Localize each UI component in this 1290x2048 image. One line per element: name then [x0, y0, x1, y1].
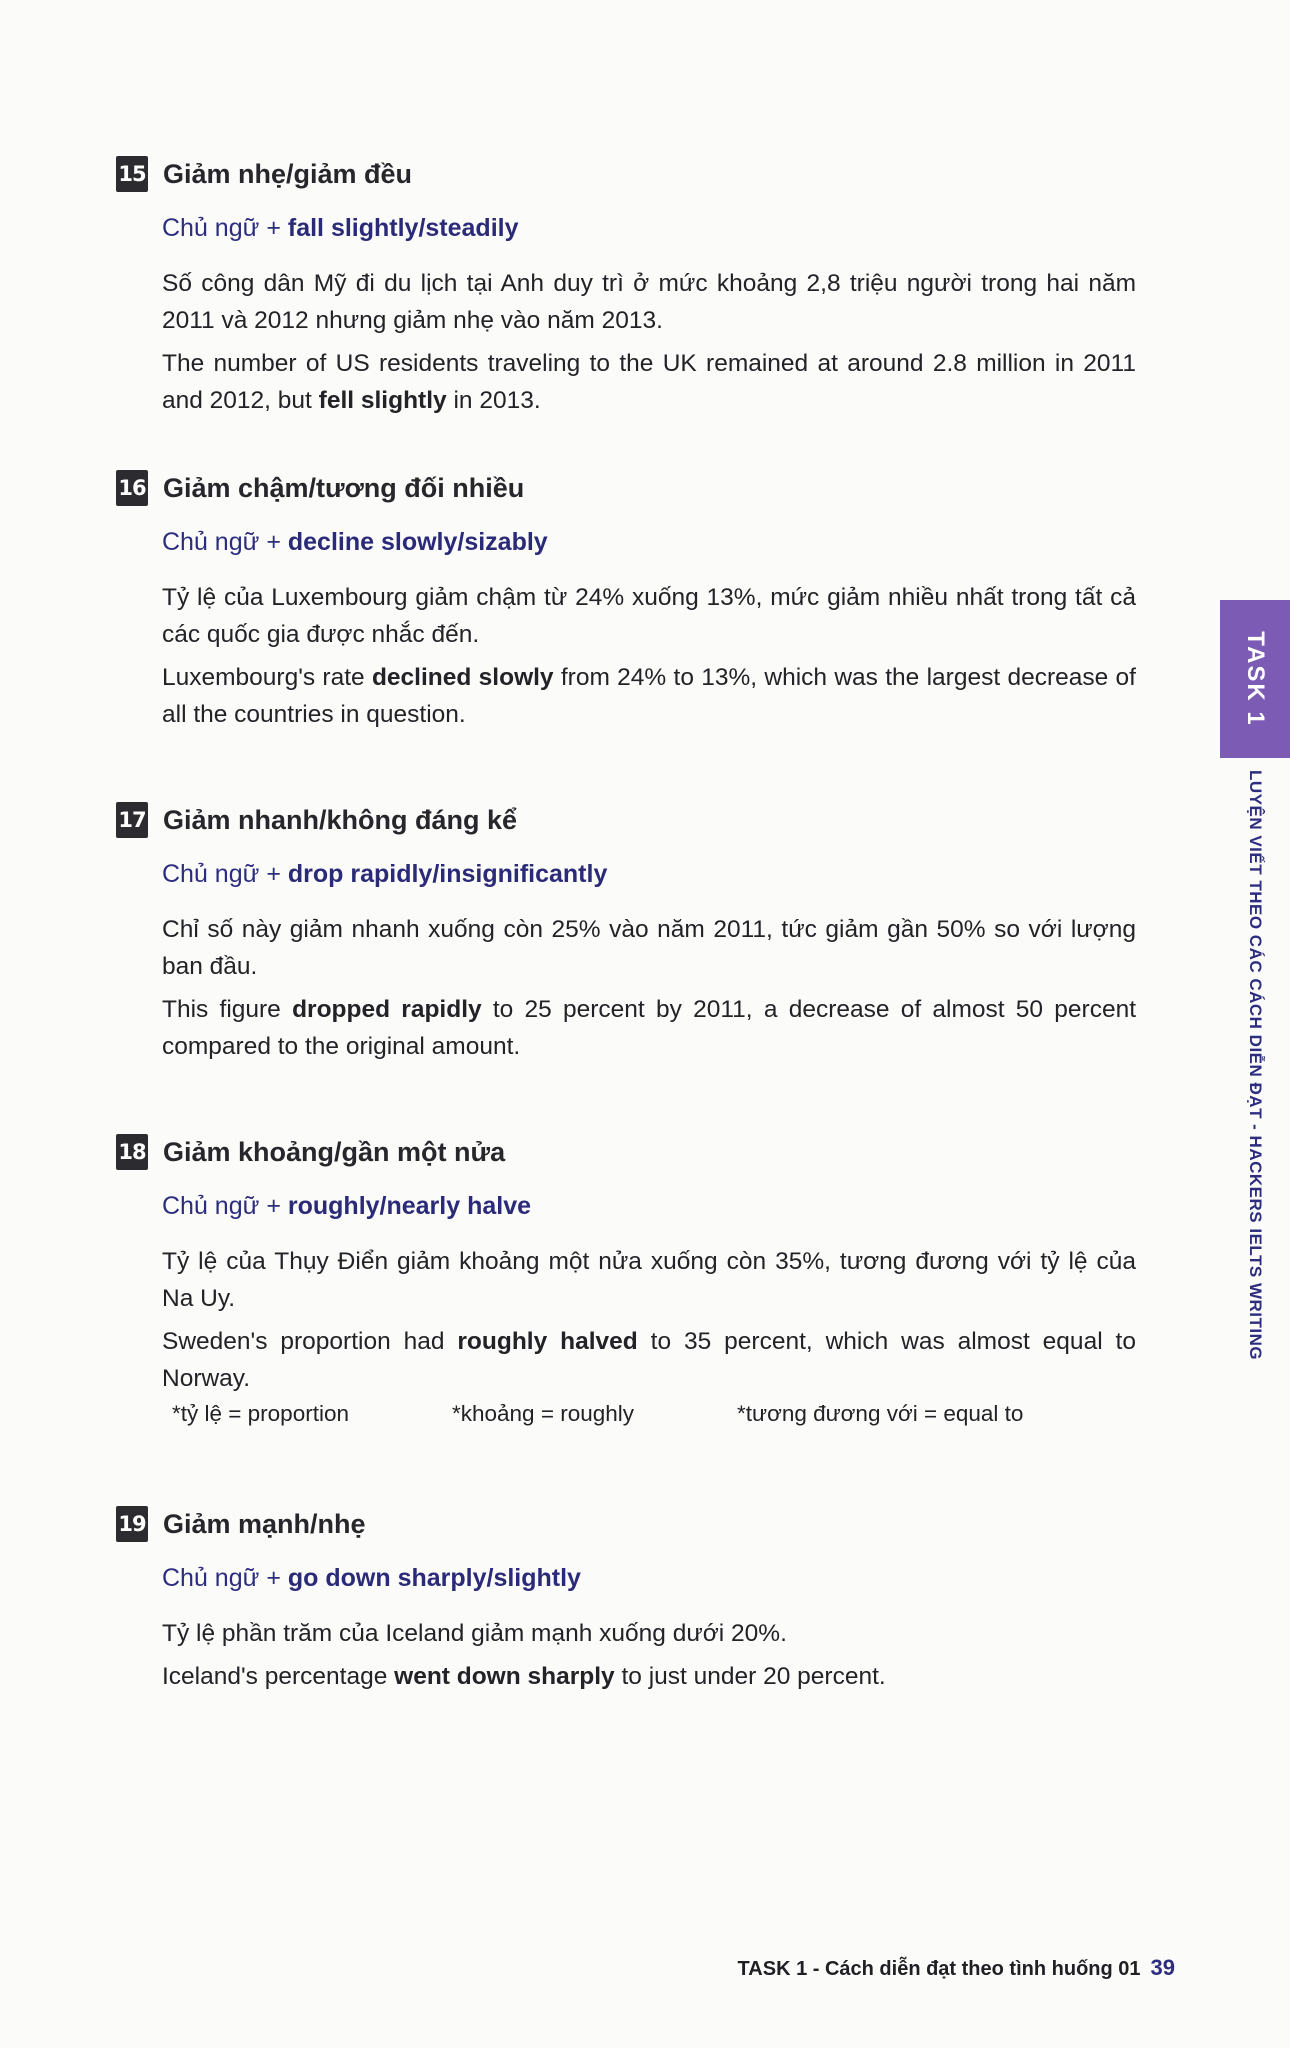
- entry-15: [116, 154, 1136, 419]
- example-english-before: The number of US residents traveling to the UK remained at around 2.8 million in 2011 and 2012, but: [162, 350, 1136, 414]
- formula-subject: Chủ ngữ: [162, 1192, 260, 1220]
- formula-subject: Chủ ngữ: [162, 860, 260, 888]
- example-english-highlight: roughly halved: [457, 1328, 638, 1355]
- formula-keyword: drop rapidly/insignificantly: [287, 860, 608, 888]
- formula-subject: Chủ ngữ: [162, 214, 260, 242]
- formula-plus: +: [266, 860, 281, 888]
- formula-plus: +: [266, 1564, 281, 1592]
- example-english: [162, 659, 1136, 733]
- formula-plus: +: [266, 528, 281, 556]
- entry-header: [116, 800, 1136, 840]
- vocab-note: *tỷ lệ = proportion: [172, 1401, 349, 1426]
- entry-title: Giảm khoảng/gần một nửa: [163, 1136, 506, 1167]
- side-tab-label: TASK 1: [1242, 631, 1270, 727]
- example-english-after: in 2013.: [446, 387, 541, 414]
- example-english: [162, 1658, 1136, 1695]
- formula-keyword: go down sharply/slightly: [287, 1564, 581, 1592]
- side-running-title-text: LUYỆN VIẾT THEO CÁC CÁCH DIỄN ĐẠT - HACKERS IELTS WRITING: [1246, 770, 1265, 1361]
- example-english: [162, 1323, 1136, 1397]
- formula-subject: Chủ ngữ: [162, 1564, 260, 1592]
- entry-number-badge: 19: [116, 1506, 148, 1542]
- example-english-before: Sweden's proportion had: [162, 1328, 458, 1355]
- entry-formula: [162, 1564, 1136, 1593]
- entry-title: Giảm chậm/tương đối nhiều: [163, 472, 525, 503]
- example-english-after: from 24% to 13%, which was the largest decrease of all the countries in question.: [162, 664, 1136, 728]
- vocab-note: *tương đương với = equal to: [737, 1401, 1024, 1426]
- entry-16: [116, 468, 1136, 733]
- footer-text: TASK 1 - Cách diễn đạt theo tình huống 01: [737, 1958, 1141, 1980]
- example-english-highlight: dropped rapidly: [292, 996, 482, 1023]
- side-tab: [1220, 600, 1290, 758]
- entry-formula: [162, 528, 1136, 557]
- example-english-before: This figure: [162, 996, 293, 1023]
- formula-subject: Chủ ngữ: [162, 528, 260, 556]
- formula-plus: +: [266, 1192, 281, 1220]
- example-english-after: to 35 percent, which was almost equal to Norway.: [162, 1328, 1136, 1392]
- formula-plus: +: [266, 214, 281, 242]
- entry-number-badge: 16: [116, 470, 148, 506]
- entry-17: [116, 800, 1136, 1065]
- example-vietnamese: Tỷ lệ phần trăm của Iceland giảm mạnh xuống dưới 20%.: [162, 1620, 787, 1647]
- entry-number-badge: 17: [116, 802, 148, 838]
- entry-title: Giảm nhanh/không đáng kể: [163, 804, 518, 835]
- entry-title: Giảm nhẹ/giảm đều: [163, 158, 413, 189]
- entry-number-badge: 15: [116, 156, 148, 192]
- page-number: 39: [1150, 1955, 1175, 1980]
- entry-formula: [162, 860, 1136, 889]
- example-english-after: to 25 percent by 2011, a decrease of almost 50 percent compared to the original amount.: [162, 996, 1136, 1060]
- vocab-notes: [172, 1401, 1136, 1427]
- entry-header: [116, 468, 1136, 508]
- example-english: [162, 991, 1136, 1065]
- entry-header: [116, 154, 1136, 194]
- side-running-title: [1234, 770, 1276, 1361]
- example-english-highlight: declined slowly: [371, 664, 554, 691]
- example-english-highlight: fell slightly: [318, 387, 447, 414]
- example-english-highlight: went down sharply: [394, 1663, 615, 1690]
- example-english-before: Iceland's percentage: [162, 1663, 395, 1690]
- example-vietnamese: Số công dân Mỹ đi du lịch tại Anh duy trì ở mức khoảng 2,8 triệu người trong hai năm 2011 và 2012 nhưng giảm nhẹ vào năm 2013.: [162, 270, 1136, 334]
- vocab-note: *khoảng = roughly: [452, 1401, 635, 1426]
- entry-formula: [162, 214, 1136, 243]
- page-footer: [738, 1955, 1175, 1981]
- example-vietnamese: Tỷ lệ của Luxembourg giảm chậm từ 24% xuống 13%, mức giảm nhiều nhất trong tất cả các quốc gia được nhắc đến.: [162, 584, 1136, 648]
- formula-keyword: decline slowly/sizably: [287, 528, 548, 556]
- entry-header: [116, 1504, 1136, 1544]
- example-english: [162, 345, 1136, 419]
- formula-keyword: fall slightly/steadily: [287, 214, 519, 242]
- entry-18: [116, 1132, 1136, 1427]
- entry-number-badge: 18: [116, 1134, 148, 1170]
- entry-formula: [162, 1192, 1136, 1221]
- formula-keyword: roughly/nearly halve: [287, 1192, 532, 1220]
- example-vietnamese: Tỷ lệ của Thụy Điển giảm khoảng một nửa xuống còn 35%, tương đương với tỷ lệ của Na Uy.: [162, 1248, 1136, 1312]
- entry-19: [116, 1504, 1136, 1695]
- example-vietnamese: Chỉ số này giảm nhanh xuống còn 25% vào năm 2011, tức giảm gần 50% so với lượng ban đầu.: [162, 916, 1136, 980]
- entry-title: Giảm mạnh/nhẹ: [163, 1508, 366, 1539]
- example-english-after: to just under 20 percent.: [614, 1663, 886, 1690]
- entry-header: [116, 1132, 1136, 1172]
- example-english-before: Luxembourg's rate: [162, 664, 372, 691]
